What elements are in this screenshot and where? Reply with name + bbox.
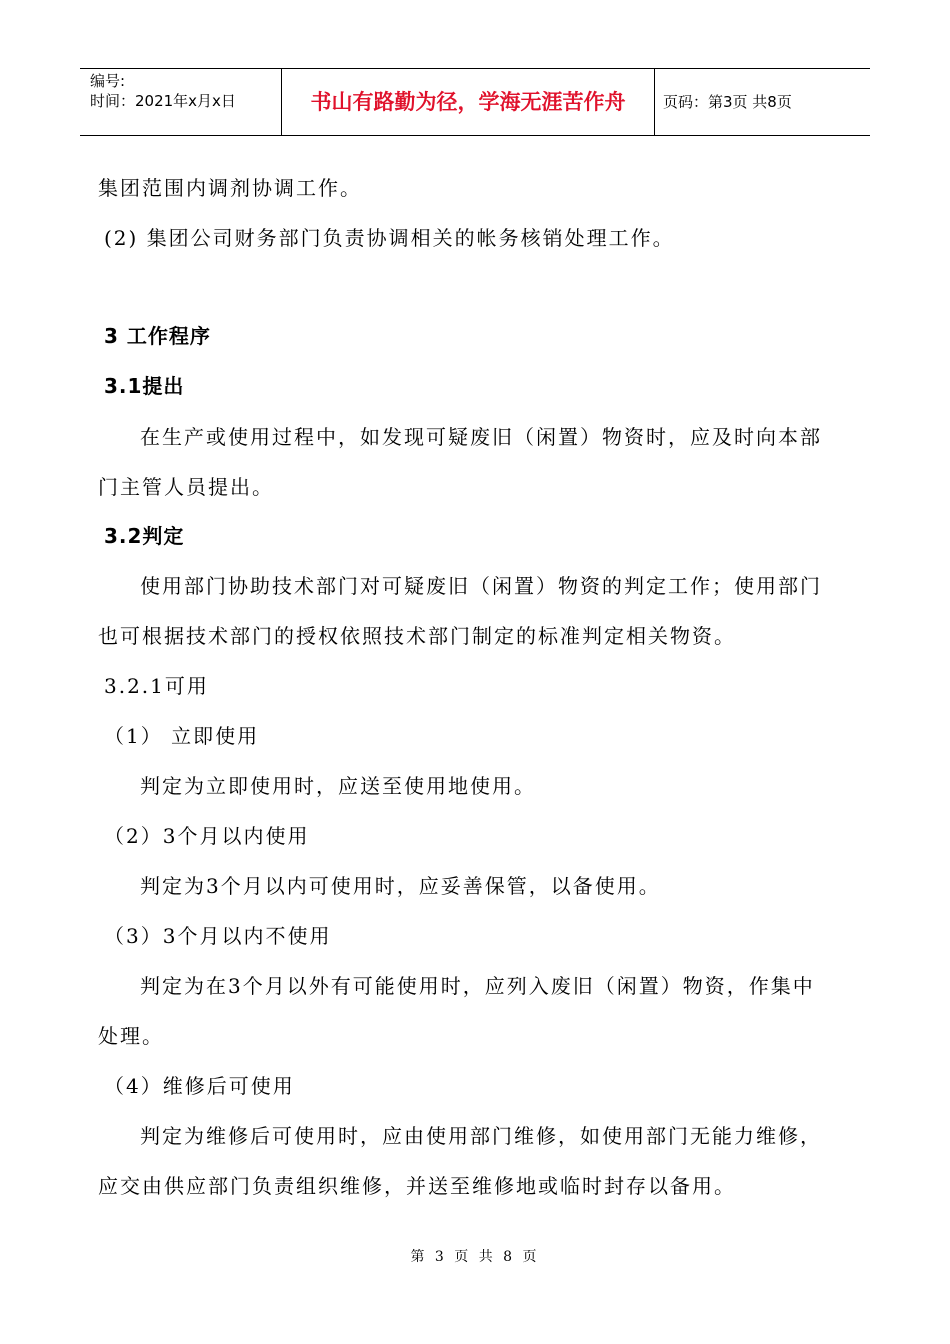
- header-motto: 书山有路勤为径，学海无涯苦作舟: [282, 69, 655, 135]
- page-footer: 第 3 页 共 8 页: [410, 1249, 540, 1265]
- document-header: [80, 68, 870, 136]
- paragraph: 也可根据技术部门的授权依照技术部门制定的标准判定相关物资。: [98, 624, 736, 648]
- date-line: 时间：2021年x月x日: [90, 92, 236, 110]
- paragraph: 门主管人员提出。: [98, 475, 274, 499]
- paragraph: 判定为维修后可使用时，应由使用部门维修，如使用部门无能力维修，: [140, 1124, 822, 1148]
- paragraph: 判定为3个月以内可使用时，应妥善保管，以备使用。: [140, 874, 661, 898]
- paragraph: 使用部门协助技术部门对可疑废旧（闲置）物资的判定工作；使用部门: [140, 574, 822, 598]
- list-item: （3）3个月以内不使用: [104, 924, 332, 948]
- paragraph: 应交由供应部门负责组织维修，并送至维修地或临时封存以备用。: [98, 1174, 736, 1198]
- paragraph: (2) 集团公司财务部门负责协调相关的帐务核销处理工作。: [104, 226, 675, 250]
- paragraph: 处理。: [98, 1024, 164, 1048]
- header-page-info: 页码：第3页 共8页: [663, 93, 792, 111]
- paragraph: 在生产或使用过程中，如发现可疑废旧（闲置）物资时，应及时向本部: [140, 425, 822, 449]
- paragraph: 判定为立即使用时，应送至使用地使用。: [140, 774, 536, 798]
- list-item: （1） 立即使用: [104, 724, 260, 748]
- paragraph: 判定为在3个月以外有可能使用时，应列入废旧（闲置）物资，作集中: [140, 974, 815, 998]
- section-heading: 3.2判定: [104, 524, 185, 548]
- header-meta: [80, 69, 282, 135]
- section-heading: 3.1提出: [104, 374, 185, 398]
- list-item: （4）维修后可使用: [104, 1074, 295, 1098]
- subsection-heading: 3.2.1可用: [104, 674, 209, 698]
- list-item: （2）3个月以内使用: [104, 824, 310, 848]
- number-label: 编号:: [90, 72, 126, 90]
- section-heading: 3 工作程序: [104, 324, 211, 348]
- paragraph: 集团范围内调剂协调工作。: [98, 176, 362, 200]
